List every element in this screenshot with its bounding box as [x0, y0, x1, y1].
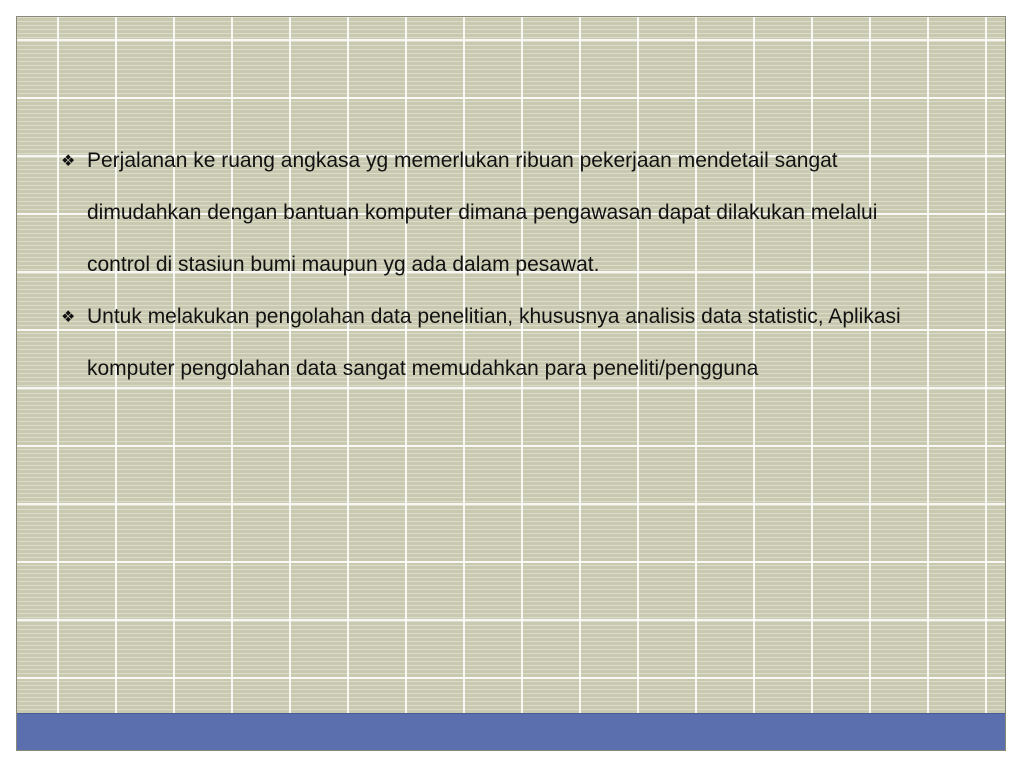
four-diamond-bullet-icon: ❖	[61, 151, 76, 170]
bullet-text: Perjalanan ke ruang angkasa yg memerlukan ribuan pekerjaan mendetail sangat dimudahkan dengan bantuan komputer dimana pengawasan dapat dilakukan melalui control di stasiun bumi maupun yg ada dalam pesawat.	[87, 149, 878, 276]
bullet-item	[61, 135, 941, 291]
slide	[16, 16, 1006, 751]
bullet-item	[61, 291, 941, 395]
bullet-list	[61, 135, 941, 395]
footer-band	[17, 713, 1005, 750]
four-diamond-bullet-icon: ❖	[61, 307, 76, 326]
bullet-text: Untuk melakukan pengolahan data penelitian, khususnya analisis data statistic, Aplikasi komputer pengolahan data sangat memudahkan para peneliti/pengguna	[87, 305, 901, 380]
